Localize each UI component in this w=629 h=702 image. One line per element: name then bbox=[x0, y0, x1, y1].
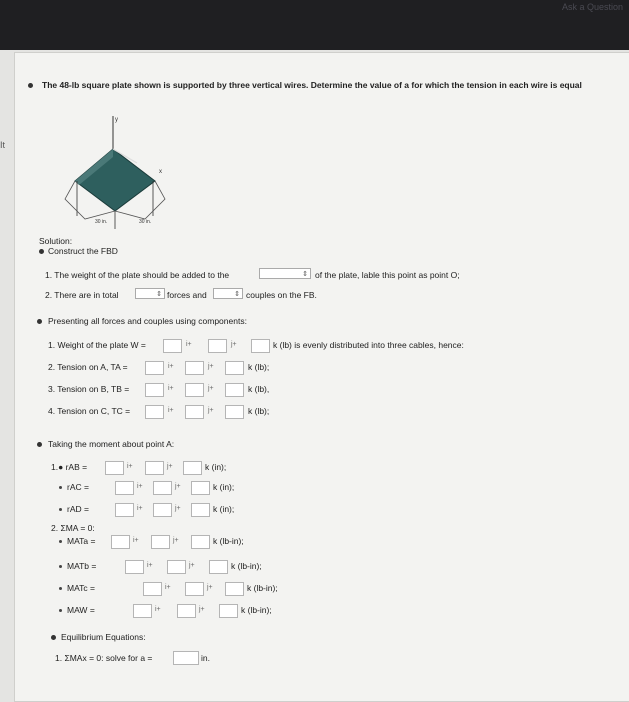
equilibrium-unit: in. bbox=[201, 653, 210, 663]
sum-moment-label: 2. ΣMA = 0: bbox=[51, 523, 95, 533]
plus-sign: i+ bbox=[168, 385, 174, 392]
weight-unit: k (lb) is evenly distributed into three cables, hence: bbox=[273, 340, 464, 350]
rab-i-input[interactable] bbox=[105, 461, 124, 475]
rac-label: rAC = bbox=[67, 482, 89, 492]
moment-ta-unit: k (lb-in); bbox=[213, 536, 244, 546]
tension-b-j-input[interactable] bbox=[185, 383, 204, 397]
problem-statement: The 48-lb square plate shown is supported by three vertical wires. Determine the value of a for which the tension in each wire is equal bbox=[42, 80, 582, 90]
plus-sign: j+ bbox=[175, 505, 181, 512]
problem-page bbox=[14, 52, 629, 702]
moment-tb-j-input[interactable] bbox=[167, 560, 186, 574]
moment-tb-unit: k (lb-in); bbox=[231, 561, 262, 571]
bullet-dot bbox=[59, 587, 62, 590]
plus-sign: j+ bbox=[189, 562, 195, 569]
plus-sign: j+ bbox=[208, 363, 214, 370]
total-prefix: 2. There are in total bbox=[45, 290, 119, 300]
components-heading: Presenting all forces and couples using components: bbox=[48, 316, 247, 326]
equilibrium-heading: Equilibrium Equations: bbox=[61, 632, 146, 642]
moment-tb-k-input[interactable] bbox=[209, 560, 228, 574]
moment-tb-i-input[interactable] bbox=[125, 560, 144, 574]
bullet-dot bbox=[59, 565, 62, 568]
tension-c-label: 4. Tension on C, TC = bbox=[48, 406, 131, 416]
moment-tb-label: MATb = bbox=[67, 561, 97, 571]
plus-sign: i+ bbox=[155, 606, 161, 613]
rac-k-input[interactable] bbox=[191, 481, 210, 495]
plus-sign: i+ bbox=[133, 537, 139, 544]
plus-sign: i+ bbox=[147, 562, 153, 569]
tension-b-unit: k (lb), bbox=[248, 384, 270, 394]
plus-sign: j+ bbox=[175, 483, 181, 490]
bullet-dot bbox=[39, 249, 44, 254]
plus-sign: i+ bbox=[165, 584, 171, 591]
fbd-heading: Construct the FBD bbox=[48, 246, 118, 256]
plus-sign: j+ bbox=[199, 606, 205, 613]
moment-w-label: MAW = bbox=[67, 605, 95, 615]
plus-sign: j+ bbox=[208, 385, 214, 392]
dim-right-label: 30 in. bbox=[139, 219, 152, 225]
bullet-dot bbox=[37, 319, 42, 324]
moment-tc-k-input[interactable] bbox=[225, 582, 244, 596]
moment-ta-j-input[interactable] bbox=[151, 535, 170, 549]
plus-sign: j+ bbox=[167, 463, 173, 470]
rab-j-input[interactable] bbox=[145, 461, 164, 475]
tension-a-k-input[interactable] bbox=[225, 361, 244, 375]
plus-sign: i+ bbox=[168, 363, 174, 370]
side-mark: It bbox=[0, 140, 6, 150]
a-value-input[interactable] bbox=[173, 651, 199, 665]
ask-question-link[interactable]: Ask a Question bbox=[561, 2, 623, 12]
tension-c-i-input[interactable] bbox=[145, 405, 164, 419]
rad-j-input[interactable] bbox=[153, 503, 172, 517]
plus-sign: i+ bbox=[127, 463, 133, 470]
weight-k-input[interactable] bbox=[251, 339, 270, 353]
moment-ta-k-input[interactable] bbox=[191, 535, 210, 549]
moment-w-unit: k (lb-in); bbox=[241, 605, 272, 615]
tension-b-i-input[interactable] bbox=[145, 383, 164, 397]
bullet-dot bbox=[28, 83, 33, 88]
bullet-dot bbox=[51, 635, 56, 640]
rac-i-input[interactable] bbox=[115, 481, 134, 495]
top-bar bbox=[0, 0, 629, 50]
solution-label: Solution: bbox=[39, 236, 73, 246]
tension-a-i-input[interactable] bbox=[145, 361, 164, 375]
bullet-dot bbox=[59, 540, 62, 543]
moment-heading: Taking the moment about point A: bbox=[48, 439, 175, 449]
weight-i-input[interactable] bbox=[163, 339, 182, 353]
rad-unit: k (in); bbox=[213, 504, 235, 514]
plate-figure bbox=[55, 111, 175, 231]
forces-label: forces and bbox=[167, 290, 207, 300]
moment-tc-i-input[interactable] bbox=[143, 582, 162, 596]
tension-c-j-input[interactable] bbox=[185, 405, 204, 419]
tension-a-unit: k (lb); bbox=[248, 362, 270, 372]
plus-sign: i+ bbox=[186, 341, 192, 348]
moment-ta-i-input[interactable] bbox=[111, 535, 130, 549]
moment-tc-unit: k (lb-in); bbox=[247, 583, 278, 593]
bullet-dot bbox=[59, 508, 62, 511]
plus-sign: j+ bbox=[207, 584, 213, 591]
rab-label: 1.● rAB = bbox=[51, 462, 88, 472]
rac-j-input[interactable] bbox=[153, 481, 172, 495]
dim-left-label: 30 in. bbox=[95, 219, 108, 225]
bullet-dot bbox=[37, 442, 42, 447]
forces-count-select[interactable]: ⇕ bbox=[135, 288, 165, 299]
moment-tc-label: MATc = bbox=[67, 583, 95, 593]
equilibrium-equation: 1. ΣMAx = 0: solve for a = bbox=[55, 653, 153, 663]
bullet-dot bbox=[59, 609, 62, 612]
plus-sign: j+ bbox=[208, 407, 214, 414]
tension-a-label: 2. Tension on A, TA = bbox=[48, 362, 128, 372]
rab-unit: k (in); bbox=[205, 462, 227, 472]
rad-i-input[interactable] bbox=[115, 503, 134, 517]
plate-diagram bbox=[65, 116, 165, 229]
moment-ta-label: MATa = bbox=[67, 536, 96, 546]
plus-sign: i+ bbox=[168, 407, 174, 414]
moment-tc-j-input[interactable] bbox=[185, 582, 204, 596]
rad-k-input[interactable] bbox=[191, 503, 210, 517]
moment-w-i-input[interactable] bbox=[133, 604, 152, 618]
plus-sign: i+ bbox=[137, 505, 143, 512]
bullet-dot bbox=[59, 486, 62, 489]
rac-unit: k (in); bbox=[213, 482, 235, 492]
plus-sign: j+ bbox=[231, 341, 237, 348]
couples-label: couples on the FB. bbox=[246, 290, 317, 300]
plus-sign: j+ bbox=[173, 537, 179, 544]
tension-b-label: 3. Tension on B, TB = bbox=[48, 384, 130, 394]
weight-label: 1. Weight of the plate W = bbox=[48, 340, 146, 350]
tension-c-unit: k (lb); bbox=[248, 406, 270, 416]
tension-a-j-input[interactable] bbox=[185, 361, 204, 375]
rab-k-input[interactable] bbox=[183, 461, 202, 475]
tension-b-k-input[interactable] bbox=[225, 383, 244, 397]
axis-x-label: x bbox=[159, 169, 162, 175]
moment-w-k-input[interactable] bbox=[219, 604, 238, 618]
weight-j-input[interactable] bbox=[208, 339, 227, 353]
weight-point-suffix: of the plate, lable this point as point O; bbox=[315, 270, 460, 280]
point-select[interactable]: ⇕ bbox=[259, 268, 311, 279]
plus-sign: i+ bbox=[137, 483, 143, 490]
couples-count-select[interactable]: ⇕ bbox=[213, 288, 243, 299]
weight-point-prefix: 1. The weight of the plate should be added to the bbox=[45, 270, 230, 280]
axis-y-label: y bbox=[115, 117, 118, 123]
tension-c-k-input[interactable] bbox=[225, 405, 244, 419]
moment-w-j-input[interactable] bbox=[177, 604, 196, 618]
rad-label: rAD = bbox=[67, 504, 89, 514]
